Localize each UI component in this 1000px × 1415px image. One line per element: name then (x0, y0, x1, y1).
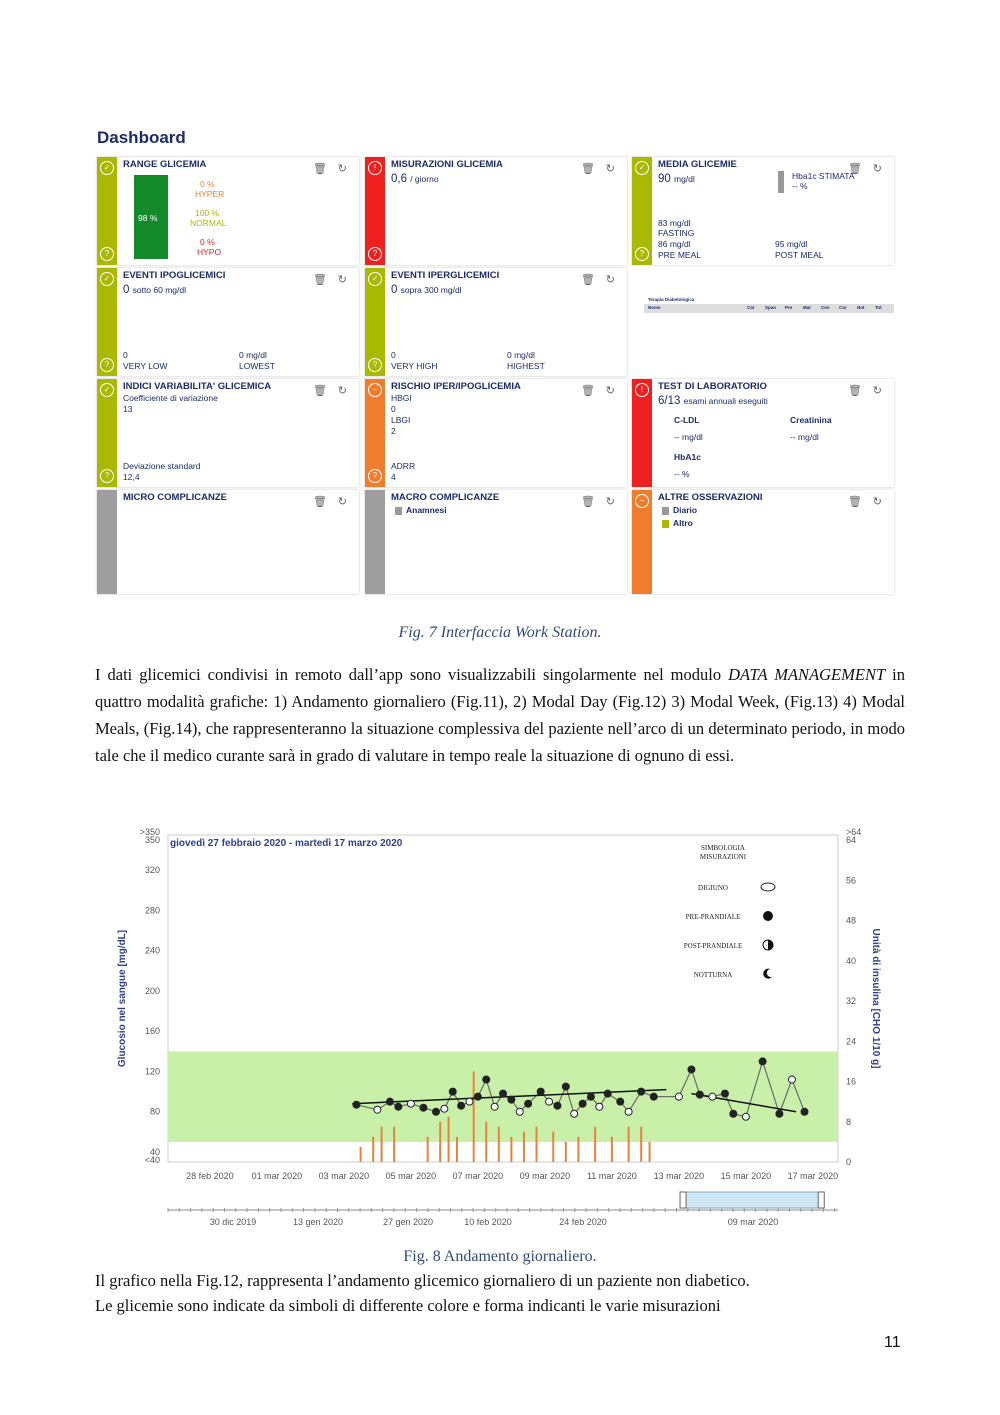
glucose-point (353, 1101, 360, 1108)
glucose-point (546, 1098, 553, 1105)
x-tick-label: 15 mar 2020 (720, 1171, 772, 1181)
glucose-point (788, 1076, 795, 1083)
sd-label: Deviazione standard (123, 461, 201, 471)
alert-icon: ! (635, 383, 649, 397)
trash-icon[interactable]: 🗑 (581, 496, 595, 508)
y2-tick-label: 16 (846, 1076, 857, 1087)
glucose-point (579, 1100, 586, 1107)
overview-tick-label: 30 dic 2019 (209, 1217, 257, 1227)
help-icon[interactable]: ? (368, 358, 382, 372)
glucose-point (696, 1091, 703, 1098)
status-bar (97, 268, 117, 376)
trash-icon[interactable]: 🗑 (313, 163, 327, 175)
glucose-point (625, 1108, 632, 1115)
y2-tick-label: 24 (846, 1036, 857, 1047)
card-eventi-ipoglicemici[interactable] (97, 268, 359, 376)
refresh-icon[interactable]: ↻ (605, 274, 615, 286)
glucose-point (516, 1108, 523, 1115)
y2-tick-label: 32 (846, 996, 857, 1006)
status-bar (365, 157, 385, 265)
adrr-value: 4 (391, 472, 396, 482)
adrr-label: ADRR (391, 461, 416, 471)
glucose-point (525, 1100, 532, 1107)
altro-marker (662, 520, 669, 528)
fig7-caption: Fig. 7 Interfaccia Work Station. (398, 624, 602, 641)
status-bar (97, 490, 117, 594)
x-tick-label: 01 mar 2020 (251, 1171, 303, 1181)
cldl-value: -- mg/dl (674, 432, 703, 442)
y2-tick-label: 56 (846, 875, 857, 886)
card-title: ALTRE OSSERVAZIONI (658, 492, 763, 503)
card-media-glicemie[interactable] (632, 157, 894, 265)
y-axis-label: Glucosio nel sangue [mg/dL] (117, 929, 128, 1068)
help-icon[interactable]: ? (100, 247, 114, 261)
card-terapia-diabetologica[interactable] (632, 268, 894, 348)
card-title: RISCHIO IPER/IPOGLICEMIA (391, 381, 521, 392)
cv-label: Coefficiente di variazione (123, 393, 218, 403)
y-tick-label: 320 (144, 865, 160, 876)
card-title: MISURAZIONI GLICEMIA (391, 159, 503, 170)
fasting-label: FASTING (658, 228, 695, 238)
trash-icon[interactable]: 🗑 (313, 385, 327, 397)
cldl-label: C-LDL (674, 415, 700, 425)
card-misurazioni-glicemia[interactable] (365, 157, 627, 265)
column-header: Cat (747, 305, 755, 310)
trash-icon[interactable]: 🗑 (581, 163, 595, 175)
card-eventi-iperglicemici[interactable] (365, 268, 627, 376)
x-tick-label: 07 mar 2020 (452, 1171, 504, 1181)
status-bar (632, 379, 652, 487)
overview-tick-label: 27 gen 2020 (382, 1217, 434, 1227)
paragraph-2: Il grafico nella Fig.12, rappresenta l’andamento glicemico giornaliero di un paziente non diabetico. (95, 1271, 750, 1290)
glucose-point (604, 1090, 611, 1097)
alert-icon: ! (368, 161, 382, 175)
legend-item: PRE-PRANDIALE (685, 913, 741, 921)
card-micro-complicanze[interactable] (97, 490, 359, 594)
glucose-point (420, 1104, 427, 1111)
card-test-laboratorio[interactable] (632, 379, 894, 487)
y-tick-label: <40 (144, 1155, 160, 1165)
normal-label: NORMAL (190, 218, 227, 228)
glucose-point (650, 1093, 657, 1100)
card-rischio[interactable] (365, 379, 627, 487)
highest-value: 0 mg/dl (507, 350, 535, 360)
status-bar (97, 379, 117, 487)
glucose-point (386, 1098, 393, 1105)
hba1c-label: Hba1c STIMATA (792, 171, 855, 181)
check-icon: ✓ (368, 272, 382, 286)
overview-tick-label: 24 feb 2020 (559, 1217, 607, 1227)
status-bar (632, 157, 652, 265)
help-icon[interactable]: ? (368, 469, 382, 483)
status-bar (365, 490, 385, 594)
hypo-label: HYPO (197, 247, 222, 257)
pre-meal-value: 86 mg/dl (658, 239, 691, 249)
glucose-point (395, 1103, 402, 1110)
glucose-point (458, 1102, 465, 1109)
card-title: TEST DI LABORATORIO (658, 381, 767, 392)
cv-value: 13 (123, 404, 133, 414)
column-header: Tot (875, 305, 882, 310)
legend-title: SIMBOLOGIA (701, 844, 745, 852)
trash-icon[interactable]: 🗑 (313, 274, 327, 286)
pre-meal-symbol-icon (763, 911, 773, 921)
trash-icon[interactable]: 🗑 (313, 496, 327, 508)
creatinina-label: Creatinina (790, 415, 832, 425)
status-bar (632, 490, 652, 594)
glucose-point (721, 1090, 728, 1097)
glucose-point (776, 1110, 783, 1117)
column-header: Pre (785, 305, 793, 310)
glucose-point (617, 1098, 624, 1105)
help-icon[interactable]: ? (100, 358, 114, 372)
paragraph-1: I dati glicemici condivisi in remoto dall’app sono visualizzabili singolarmente nel modulo DATA MANAGEMENT in quattro modalità grafiche: 1) Andamento giornaliero (Fig.11), 2) Modal Day (Fig.12) 3) Modal Week, (Fig.13) 4) Modal Meals, (Fig.14), che rappresenteranno la situazione complessiva del paziente nell’arco di un determinato periodo, in modo tale che il medico curante sarà in grado di valutare in tempo reale la situazione di ognuno di essi. (95, 665, 906, 765)
card-title: Terapia Diabetologica (648, 297, 695, 302)
glucose-point (571, 1110, 578, 1117)
very-low-label: VERY LOW (123, 361, 168, 371)
glucose-point (537, 1088, 544, 1095)
y-tick-label: 160 (144, 1026, 160, 1037)
column-header: Cen (821, 305, 830, 310)
refresh-icon[interactable]: ↻ (872, 163, 882, 175)
minus-icon: − (635, 494, 649, 508)
card-macro-complicanze[interactable] (365, 490, 627, 594)
fasting-value: 83 mg/dl (658, 218, 691, 228)
chart-andamento-giornaliero (113, 825, 881, 1250)
card-title: MEDIA GLICEMIE (658, 159, 737, 170)
trash-icon[interactable]: 🗑 (581, 274, 595, 286)
refresh-icon[interactable]: ↻ (605, 496, 615, 508)
glucose-point (709, 1093, 716, 1100)
x-tick-label: 28 feb 2020 (186, 1171, 234, 1181)
glucose-point (483, 1076, 490, 1083)
dashboard-title: Dashboard (97, 128, 186, 147)
lbgi-value: 2 (391, 426, 396, 436)
check-icon: ✓ (635, 161, 649, 175)
legend-item: DIGIUNO (698, 884, 728, 892)
y2-tick-label: 0 (846, 1157, 852, 1167)
paragraph-3: Le glicemie sono indicate da simboli di differente colore e forma indicanti le varie misurazioni (95, 1296, 721, 1315)
x-tick-label: 09 mar 2020 (519, 1171, 571, 1181)
refresh-icon[interactable]: ↻ (872, 385, 882, 397)
overview-tick-label: 13 gen 2020 (292, 1217, 344, 1227)
card-value: 90 mg/dl (658, 173, 695, 185)
x-tick-label: 05 mar 2020 (385, 1171, 437, 1181)
legend-title-2: MISURAZIONI (699, 853, 747, 861)
card-title: EVENTI IPOGLICEMICI (123, 270, 226, 281)
check-icon: ✓ (100, 272, 114, 286)
glucose-point (441, 1105, 448, 1112)
card-indici-variabilita[interactable] (97, 379, 359, 487)
glucose-point (554, 1102, 561, 1109)
altro-label[interactable]: Altro (673, 518, 693, 528)
diario-label[interactable]: Diario (673, 505, 698, 515)
y2-axis-label: Unità di insulina [CHO 1/10 g] (870, 928, 881, 1069)
card-value: 0,6 / giorno (391, 173, 439, 185)
hyper-label: HYPER (195, 189, 225, 199)
sd-value: 12,4 (123, 472, 140, 482)
hba1c-value: -- % (674, 469, 690, 479)
chart-svg (113, 825, 881, 1250)
glucose-point (759, 1058, 766, 1065)
help-icon[interactable]: ? (368, 247, 382, 261)
check-icon: ✓ (100, 161, 114, 175)
glucose-point (500, 1090, 507, 1097)
column-header: Cor (839, 305, 847, 310)
range-percent: 98 % (138, 213, 158, 223)
trash-icon[interactable]: 🗑 (848, 163, 862, 175)
y-tick-label: >350 (139, 827, 160, 837)
y-tick-label: 80 (149, 1106, 160, 1117)
card-altre-osservazioni[interactable] (632, 490, 894, 594)
card-title: RANGE GLICEMIA (123, 159, 207, 170)
y-tick-label: 280 (144, 905, 160, 916)
hba1c-bar (778, 171, 784, 193)
card-title: MACRO COMPLICANZE (391, 492, 500, 503)
very-high-label: VERY HIGH (391, 361, 438, 371)
normal-value: 100 % (195, 208, 220, 218)
status-bar (97, 157, 117, 265)
lowest-value: 0 mg/dl (239, 350, 267, 360)
overview-selection (683, 1192, 821, 1208)
post-meal-value: 95 mg/dl (775, 239, 808, 249)
pre-meal-label: PRE MEAL (658, 250, 701, 260)
y2-tick-label: 40 (846, 955, 857, 966)
glucose-point (688, 1066, 695, 1073)
card-title: MICRO COMPLICANZE (123, 492, 227, 503)
overview-tick-label: 09 mar 2020 (727, 1217, 779, 1227)
glucose-point (596, 1103, 603, 1110)
lowest-label: LOWEST (239, 361, 275, 371)
x-tick-label: 17 mar 2020 (787, 1171, 839, 1181)
card-value: 0 sopra 300 mg/dl (391, 284, 462, 296)
glucose-point (675, 1093, 682, 1100)
overview-handle-left (680, 1192, 686, 1208)
help-icon[interactable]: ? (100, 469, 114, 483)
column-header: Nome (648, 305, 661, 310)
card-value: 0 sotto 60 mg/dl (123, 284, 186, 296)
refresh-icon[interactable]: ↻ (337, 385, 347, 397)
y-tick-label: 240 (144, 945, 160, 956)
minus-icon: − (368, 383, 382, 397)
card-title: EVENTI IPERGLICEMICI (391, 270, 500, 281)
glucose-point (407, 1100, 414, 1107)
legend-item: NOTTURNA (693, 971, 733, 979)
glucose-point (491, 1103, 498, 1110)
status-bar (365, 268, 385, 376)
y2-tick-label: >64 (846, 827, 862, 837)
very-high-value: 0 (391, 350, 396, 360)
glucose-point (374, 1106, 381, 1113)
overview-tick-label: 10 feb 2020 (464, 1217, 512, 1227)
y-tick-label: 350 (144, 835, 160, 845)
refresh-icon[interactable]: ↻ (337, 274, 347, 286)
hba1c-label: HbA1c (674, 452, 701, 462)
glucose-point (742, 1113, 749, 1120)
card-range-glicemia[interactable] (97, 157, 359, 265)
y2-tick-label: 8 (846, 1116, 852, 1127)
trash-icon[interactable]: 🗑 (581, 385, 595, 397)
trash-icon[interactable]: 🗑 (848, 496, 862, 508)
refresh-icon[interactable]: ↻ (605, 163, 615, 175)
glucose-point (730, 1110, 737, 1117)
overview-handle-right (818, 1192, 824, 1208)
fig8-caption: Fig. 8 Andamento giornaliero. (403, 1248, 597, 1265)
anamnesi-label[interactable]: Anamnesi (406, 505, 447, 515)
column-header: Not (857, 305, 865, 310)
hypo-value: 0 % (200, 237, 215, 247)
y-tick-label: 40 (149, 1147, 160, 1157)
creatinina-value: -- mg/dl (790, 432, 819, 442)
trash-icon[interactable]: 🗑 (848, 385, 862, 397)
glucose-point (449, 1088, 456, 1095)
glucose-point (508, 1096, 515, 1103)
x-tick-label: 11 mar 2020 (586, 1171, 637, 1181)
anamnesi-marker (395, 507, 402, 515)
help-icon[interactable]: ? (635, 247, 649, 261)
y-tick-label: 200 (144, 985, 160, 996)
legend-item: POST-PRANDIALE (683, 942, 743, 950)
refresh-icon[interactable]: ↻ (605, 385, 615, 397)
lbgi-label: LBGI (391, 415, 411, 425)
y-tick-label: 120 (144, 1066, 160, 1077)
hbgi-value: 0 (391, 404, 396, 414)
x-tick-label: 03 mar 2020 (318, 1171, 370, 1181)
hbgi-label: HBGI (391, 393, 412, 403)
highest-label: HIGHEST (507, 361, 545, 371)
check-icon: ✓ (100, 383, 114, 397)
glucose-point (433, 1108, 440, 1115)
glucose-point (587, 1093, 594, 1100)
chart-title: giovedì 27 febbraio 2020 - martedì 17 marzo 2020 (170, 838, 403, 849)
x-tick-label: 13 mar 2020 (653, 1171, 705, 1181)
column-header: Mat (803, 305, 811, 310)
page-number: 11 (884, 1334, 901, 1351)
very-low-value: 0 (123, 350, 128, 360)
glucose-point (562, 1083, 569, 1090)
column-header: Span (765, 305, 777, 310)
hba1c-value: -- % (792, 181, 808, 191)
card-value: 6/13 esami annuali eseguiti (658, 395, 768, 407)
card-title: INDICI VARIABILITA' GLICEMICA (123, 381, 272, 392)
y2-tick-label: 48 (846, 915, 857, 926)
glucose-point (638, 1088, 645, 1095)
post-meal-label: POST MEAL (775, 250, 824, 260)
glucose-point (466, 1098, 473, 1105)
fasting-symbol-icon (761, 883, 775, 891)
status-bar (365, 379, 385, 487)
glucose-point (474, 1093, 481, 1100)
y2-tick-label: 64 (846, 835, 857, 845)
glucose-point (801, 1108, 808, 1115)
refresh-icon[interactable]: ↻ (337, 163, 347, 175)
diario-marker (662, 507, 669, 515)
refresh-icon[interactable]: ↻ (872, 496, 882, 508)
hyper-value: 0 % (200, 179, 215, 189)
refresh-icon[interactable]: ↻ (337, 496, 347, 508)
